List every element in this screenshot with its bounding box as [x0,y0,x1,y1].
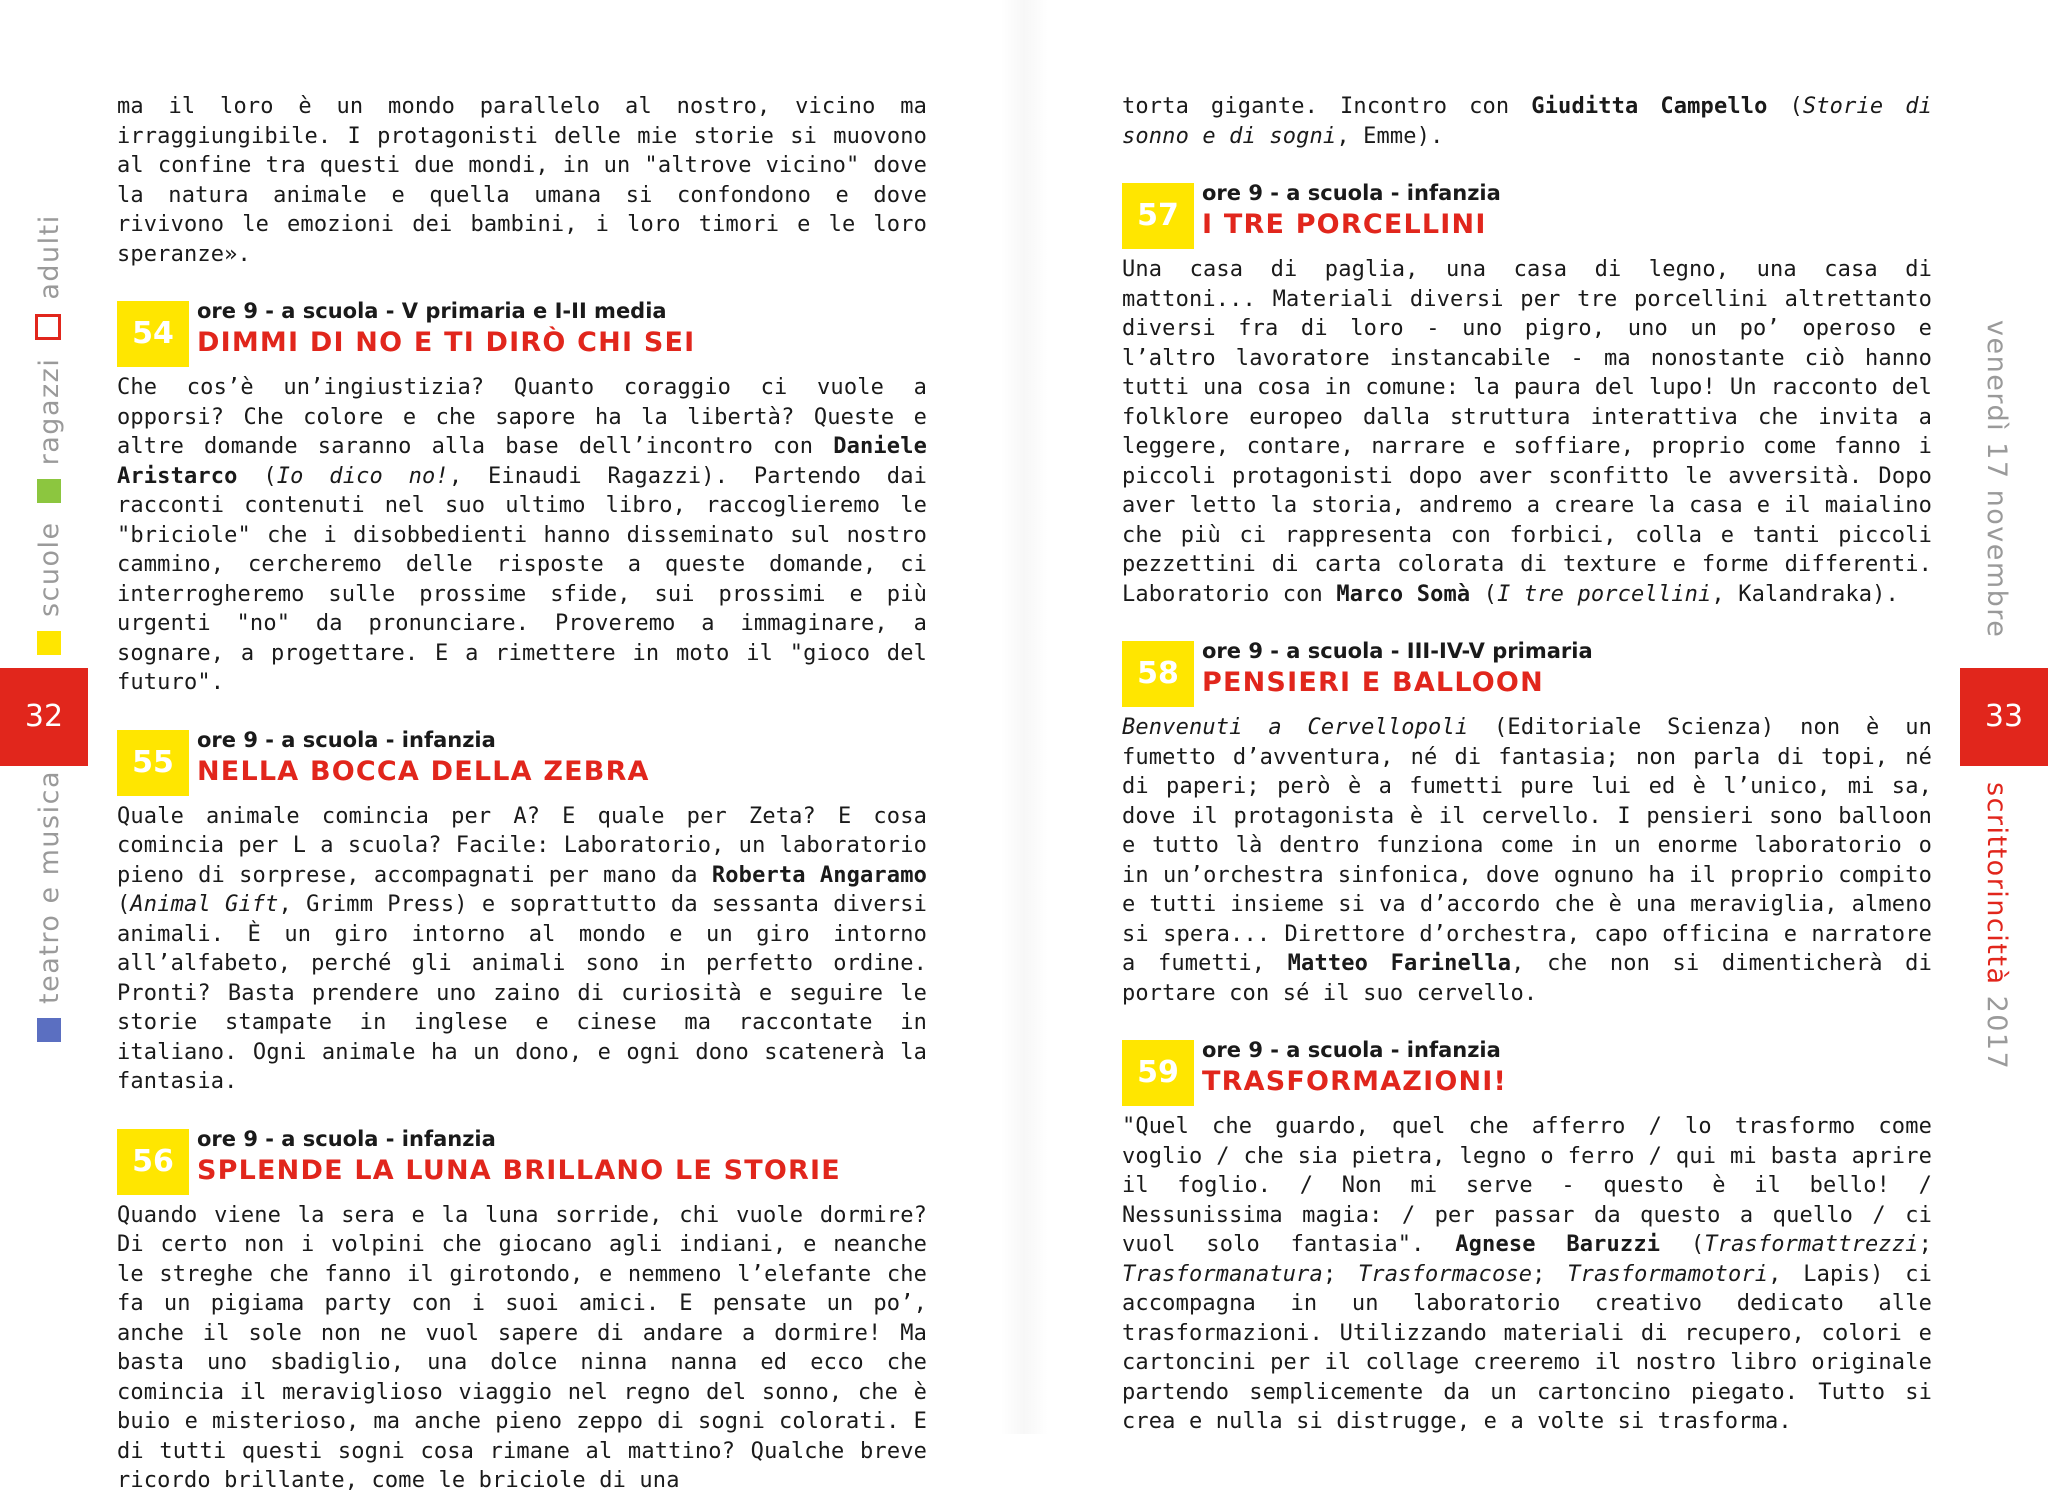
right-sidebar-bottom-label [1981,782,2012,1070]
event-meta: ore 9 - a scuola - infanzia [197,727,496,752]
left-sidebar [0,0,100,1434]
yellow-square-icon [37,631,61,655]
event-title: DIMMI DI NO E TI DIRÒ CHI SEI [197,327,696,358]
event-meta: ore 9 - a scuola - infanzia [1202,1038,1501,1062]
intro-paragraph: ma il loro è un mondo parallelo al nostro, vicino ma irraggiungibile. I protagonisti delle mie storie si muovono al confine tra questi due mondi, in un "altrove vicino" dove la natura animale e quella umana si confondono e dove rivivono le emozioni dei bambini, i loro timori e le loro speranze». [117,94,927,267]
label-scuole: scuole [34,521,65,617]
left-page [0,0,1024,1493]
event-59-header [1122,1034,1932,1112]
event-58-description: Benvenuti a Cervellopoli (Editoriale Scienza) non è un fumetto d’avventura, né di fantasia; non parla di topi, né di paperi; però è a fumetti pure lui ed è l’unico, mi sa, dove il protagonista è il cervello. I pensieri sono balloon e tutto là dentro funziona come in un enorme laboratorio o in un’orchestra sinfonica, dove ognuno ha il proprio compito e tutti insieme si va d’accordo che è una meraviglia, almeno si spera... Direttore d’orchestra, capo officina e narratore a fumetti, Matteo Farinella, che non si dimenticherà di portare con sé il suo cervello. [1122,715,1933,1006]
right-column [1122,92,1932,1437]
book-title: Io dico no! [276,463,449,489]
event-title: NELLA BOCCA DELLA ZEBRA [197,755,650,787]
event-57-description: Una casa di paglia, una casa di legno, una casa di mattoni... Materiali diversi per tre porcellini altrettanto diversi fra di loro - uno pigro, uno un po’ operoso e l’altro lavoratore instancabile - ma nonostante ciò hanno tutti una cosa in comune: la paura del lupo! Un racconto del folklore europeo dalla struttura interattiva che invita a leggere, contare, narrare e soffiare, proprio come fanno i piccoli protagonisti dopo aver sconfitto le avversità. Dopo aver letto la storia, andremo a creare la casa e il maialino che più ci rappresenta con forbici, colla e tanti piccoli pezzettini di carta colorata di texture e forme differenti. Laboratorio con Marco Somà (I tre porcellini, Kalandraka). [1122,257,1932,607]
event-56-continuation: torta gigante. Incontro con Giuditta Campello (Storie di sonno e di sogni, Emme). [1122,94,1932,149]
page-number-left: 32 [0,668,88,766]
event-59-description: "Quel che guardo, quel che afferro / lo trasformo come voglio / che sia pietra, legno o ferro / qui mi basta aprire il foglio. / Non mi serve - questo è il bello! / Nessunissima magia: / per passar da questo a quello / ci vuol solo fantasia". Agnese Baruzzi (Trasformattrezzi; Trasformanatura; Trasformacose; Trasformamotori, Lapis) ci accompagna in un laboratorio creativo dedicato alle trasformazioni. Utilizzando materiali di recupero, colori e cartoncini per il collage creeremo il nostro libro originale partendo semplicemente da un cartoncino piegato. Tutto si crea e nulla si distrugge, e a volte si trasforma. [1122,1114,1933,1434]
event-54-description: Che cos’è un’ingiustizia? Quanto coraggio ci vuole a opporsi? Che colore e che sapore ha la libertà? Queste e altre domande saranno alla base dell’incontro con Daniele Aristarco (Io dico no!, Einaudi Ragazzi). Partendo dai racconti contenuti nel suo ultimo libro, raccoglieremo le "briciole" che i disobbedienti hanno disseminato sul nostro cammino, cercheremo delle risposte a queste domande, ci interrogheremo sulle prossime sfide, sui prossimi e più urgenti "no" da pronunciare. Proveremo a immaginare, a sognare, a progettare. E a rimettere in moto il "gioco del futuro". [117,375,927,695]
event-title: TRASFORMAZIONI! [1202,1066,1508,1097]
author-name: Agnese Baruzzi [1455,1232,1661,1257]
label-adulti: adulti [34,214,65,300]
author-name: Daniele Aristarco [117,434,927,489]
event-meta: ore 9 - a scuola - infanzia [1202,181,1501,205]
event-number: 57 [1122,183,1194,249]
label-teatro-e-musica: teatro e musica [34,769,65,1004]
book-title: Trasformacose [1358,1261,1533,1287]
left-column [117,92,927,1496]
author-name: Roberta Angaramo [711,862,927,888]
event-number: 55 [117,730,189,796]
author-name: Marco Somà [1336,581,1471,607]
event-58-header [1122,635,1932,713]
event-number: 58 [1122,641,1194,707]
event-meta: ore 9 - a scuola - V primaria e I-II media [197,299,667,323]
event-number: 56 [117,1129,189,1195]
event-title: PENSIERI E BALLOON [1202,667,1544,698]
book-title: Trasformamotori [1567,1261,1769,1287]
event-meta: ore 9 - a scuola - infanzia [197,1126,496,1151]
event-title: SPLENDE LA LUNA BRILLANO LE STORIE [197,1154,841,1186]
author-name: Giuditta Campello [1531,94,1768,119]
event-56-header [117,1123,927,1201]
event-number: 59 [1122,1040,1194,1106]
blue-square-icon [37,1018,61,1042]
book-title: Storie di sonno e di sogni [1122,94,1932,149]
event-56-description: Quando viene la sera e la luna sorride, chi vuole dormire? Di certo non i volpini che giocano agli indiani, e neanche le streghe che fanno il girotondo, e nemmeno l’elefante che fa un pigiama party con i suoi amici. E pensate un po’, anche il sole non ne vuol sapere di andare a dormire! Ma basta uno sbadiglio, una dolce ninna nanna ed ecco che comincia il meraviglioso viaggio nel regno del sonno, che è buio e misterioso, ma anche pieno zeppo di sogni colorati. E di tutti questi sogni cosa rimane al mattino? Qualche breve ricordo brillante, come le briciole di una [117,1202,927,1493]
label-ragazzi: ragazzi [34,357,65,466]
event-meta: ore 9 - a scuola - III-IV-V primaria [1202,639,1593,663]
author-name: Matteo Farinella [1287,951,1512,976]
event-54-header [117,295,927,373]
book-title: Trasformanatura [1122,1261,1323,1287]
book-title: Benvenuti a Cervellopoli [1122,715,1469,740]
book-title: I tre porcellini [1497,581,1712,607]
left-sidebar-top-label [34,214,65,655]
brand-name: scrittorincittà [1981,782,2012,986]
event-55-description: Quale animale comincia per A? E quale per Zeta? E cosa comincia per L a scuola? Facile: Laboratorio, un laboratorio pieno di sorprese, accompagnati per mano da Roberta Angaramo (Animal Gift, Grimm Press) e soprattutto da sessanta diversi animali. È un giro intorno al mondo e un giro intorno all’alfabeto, perché gli animali sono in perfetto ordine. Pronti? Basta prendere uno zaino di curiosità e seguire le storie stampate in inglese e cinese ma raccontate in italiano. Ogni animale ha un dono, e ogni dono scatenerà la fantasia. [117,803,927,1094]
event-title: I TRE PORCELLINI [1202,209,1487,240]
event-57-header [1122,177,1932,255]
right-sidebar-top-label: venerdì 17 novembre [1981,320,2012,639]
brand-year: 2017 [1981,995,2012,1071]
green-square-icon [37,479,61,503]
right-sidebar [1948,0,2048,1434]
red-outline-square-icon [35,314,61,340]
left-sidebar-bottom-label [34,770,65,1042]
book-title: Trasformattrezzi [1704,1232,1919,1257]
book-title: Animal Gift [130,892,279,917]
event-55-header [117,724,927,802]
event-number: 54 [117,301,189,367]
page-number-right: 33 [1960,668,2048,766]
